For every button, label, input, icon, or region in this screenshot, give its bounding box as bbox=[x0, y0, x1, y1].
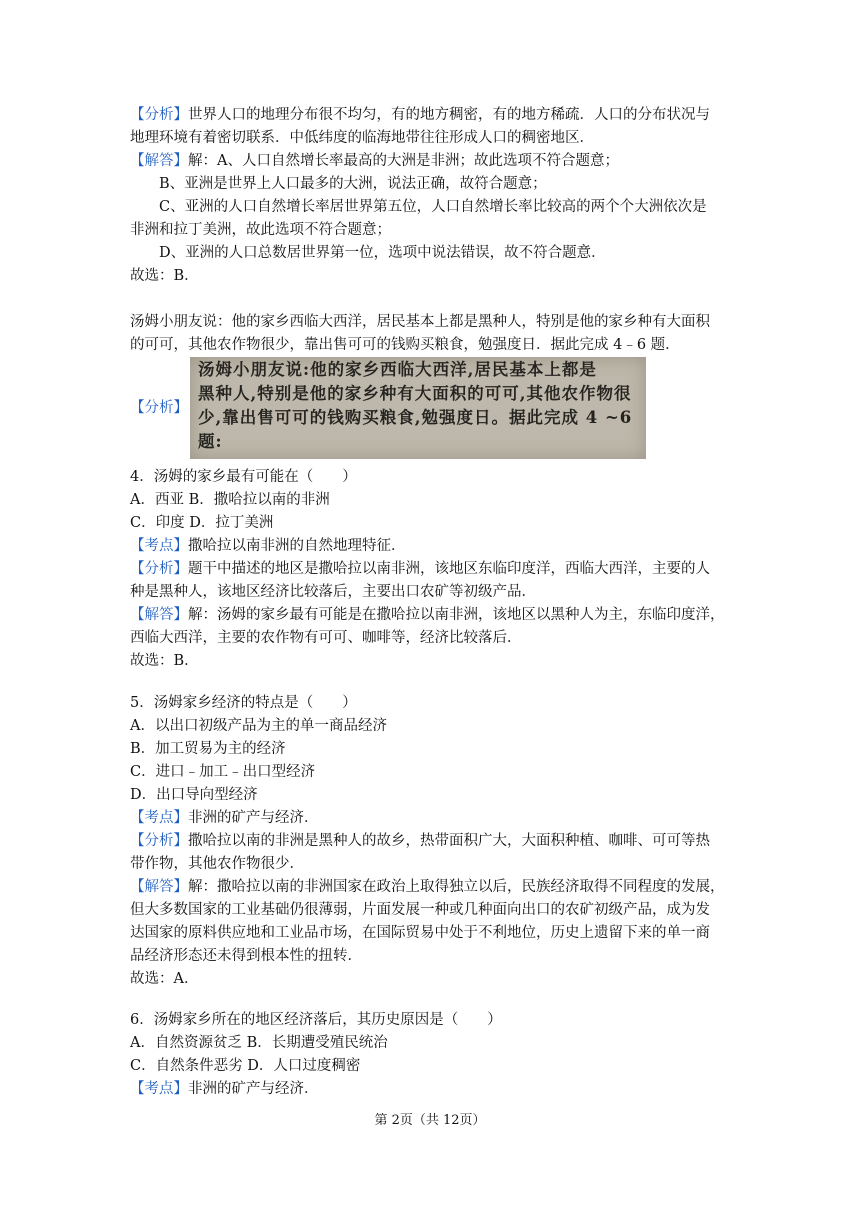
point-paragraph bbox=[130, 807, 319, 829]
question-6-options: C．自然条件恶劣 D．人口过度稠密 bbox=[130, 1058, 361, 1074]
question-4-stem: 4．汤姆的家乡最有可能在（ ） bbox=[130, 469, 357, 485]
analysis-tag: 【分析】 bbox=[130, 561, 188, 577]
point-tag: 【考点】 bbox=[130, 810, 188, 826]
answer-paragraph bbox=[130, 604, 725, 626]
text-line: 达国家的原料供应地和工业品市场，在国际贸易中处于不利地位，历史上遗留下来的单一商 bbox=[130, 925, 710, 941]
passage-line: 的可可，其他农作物很少，靠出售可可的钱购买粮食，勉强度日．据此完成 4﹣6 题． bbox=[130, 337, 680, 353]
question-5-option-b: B．加工贸易为主的经济 bbox=[130, 741, 286, 757]
answer-tag: 【解答】 bbox=[130, 879, 188, 895]
text-line: 非洲的矿产与经济． bbox=[188, 810, 319, 826]
question-5-option-c: C．进口﹣加工﹣出口型经济 bbox=[130, 764, 316, 780]
analysis-tag-label: 【分析】 bbox=[130, 400, 188, 416]
choice-line: 故选：B． bbox=[130, 653, 199, 669]
scanned-text-image bbox=[190, 357, 646, 459]
text-line: 解：A、人口自然增长率最高的大洲是非洲；故此选项不符合题意； bbox=[188, 153, 619, 169]
text-line: 种是黑种人，该地区经济比较落后，主要出口农矿等初级产品． bbox=[130, 584, 536, 600]
answer-tag: 【解答】 bbox=[130, 153, 188, 169]
page-footer: 第 2页（共 12页） bbox=[374, 1113, 486, 1128]
question-5-option-a: A．以出口初级产品为主的单一商品经济 bbox=[130, 718, 387, 734]
question-6-options: A．自然资源贫乏 B．长期遭受殖民统治 bbox=[130, 1035, 388, 1051]
analysis-tag: 【分析】 bbox=[130, 833, 188, 849]
text-line: 非洲的矿产与经济． bbox=[188, 1081, 319, 1097]
text-line: B、亚洲是世界上人口最多的大洲，说法正确，故符合题意； bbox=[159, 176, 547, 192]
text-line: 解：汤姆的家乡最有可能是在撒哈拉以南非洲，该地区以黑种人为主，东临印度洋， bbox=[188, 607, 725, 623]
question-5-stem: 5．汤姆家乡经济的特点是（ ） bbox=[130, 695, 357, 711]
scan-line: 题: bbox=[198, 432, 223, 451]
answer-paragraph bbox=[130, 150, 619, 172]
text-line: C、亚洲的人口自然增长率居世界第五位，人口自然增长率比较高的两个个大洲依次是 bbox=[159, 199, 707, 215]
passage-line: 汤姆小朋友说：他的家乡西临大西洋，居民基本上都是黑种人，特别是他的家乡种有大面积 bbox=[130, 314, 710, 330]
point-tag: 【考点】 bbox=[130, 1081, 188, 1097]
scan-line: 汤姆小朋友说:他的家乡西临大西洋,居民基本上都是 bbox=[198, 360, 597, 379]
text-line: D、亚洲的人口总数居世界第一位，选项中说法错误，故不符合题意． bbox=[159, 245, 606, 261]
text-line: 地理环境有着密切联系．中低纬度的临海地带往往形成人口的稠密地区． bbox=[130, 130, 594, 146]
analysis-paragraph bbox=[130, 830, 710, 852]
analysis-tag bbox=[130, 397, 188, 419]
text-line: 非洲和拉丁美洲，故此选项不符合题意； bbox=[130, 222, 391, 238]
text-line: 世界人口的地理分布很不均匀，有的地方稠密，有的地方稀疏．人口的分布状况与 bbox=[188, 107, 710, 123]
text-line: 品经济形态还未得到根本性的扭转． bbox=[130, 948, 362, 964]
analysis-tag: 【分析】 bbox=[130, 107, 188, 123]
point-paragraph bbox=[130, 535, 406, 557]
text-line: 题干中描述的地区是撒哈拉以南非洲，该地区东临印度洋，西临大西洋，主要的人 bbox=[188, 561, 710, 577]
scan-line: 黑种人,特别是他的家乡种有大面积的可可,其他农作物很 bbox=[198, 384, 632, 403]
point-paragraph bbox=[130, 1078, 319, 1100]
text-line: 撒哈拉以南的非洲是黑种人的故乡，热带面积广大，大面积种植、咖啡、可可等热 bbox=[188, 833, 710, 849]
answer-paragraph bbox=[130, 876, 725, 898]
answer-tag: 【解答】 bbox=[130, 607, 188, 623]
scan-line: 少,靠出售可可的钱购买粮食,勉强度日。据此完成 4 ~6 bbox=[198, 408, 633, 427]
question-4-options: C．印度 D．拉丁美洲 bbox=[130, 515, 274, 531]
question-5-option-d: D．出口导向型经济 bbox=[130, 787, 258, 803]
text-line: 解：撒哈拉以南的非洲国家在政治上取得独立以后，民族经济取得不同程度的发展， bbox=[188, 879, 725, 895]
choice-line: 故选：A． bbox=[130, 971, 199, 987]
analysis-paragraph bbox=[130, 558, 710, 580]
text-line: 西临大西洋，主要的农作物有可可、咖啡等，经济比较落后． bbox=[130, 630, 522, 646]
text-line: 带作物，其他农作物很少． bbox=[130, 856, 304, 872]
text-line: 撒哈拉以南非洲的自然地理特征． bbox=[188, 538, 406, 554]
question-4-options: A．西亚 B．撒哈拉以南的非洲 bbox=[130, 492, 330, 508]
analysis-paragraph bbox=[130, 104, 710, 126]
question-6-stem: 6．汤姆家乡所在的地区经济落后，其历史原因是（ ） bbox=[130, 1012, 502, 1028]
text-line: 但大多数国家的工业基础仍很薄弱，片面发展一种或几种面向出口的农矿初级产品，成为发 bbox=[130, 902, 710, 918]
choice-line: 故选：B． bbox=[130, 268, 199, 284]
point-tag: 【考点】 bbox=[130, 538, 188, 554]
